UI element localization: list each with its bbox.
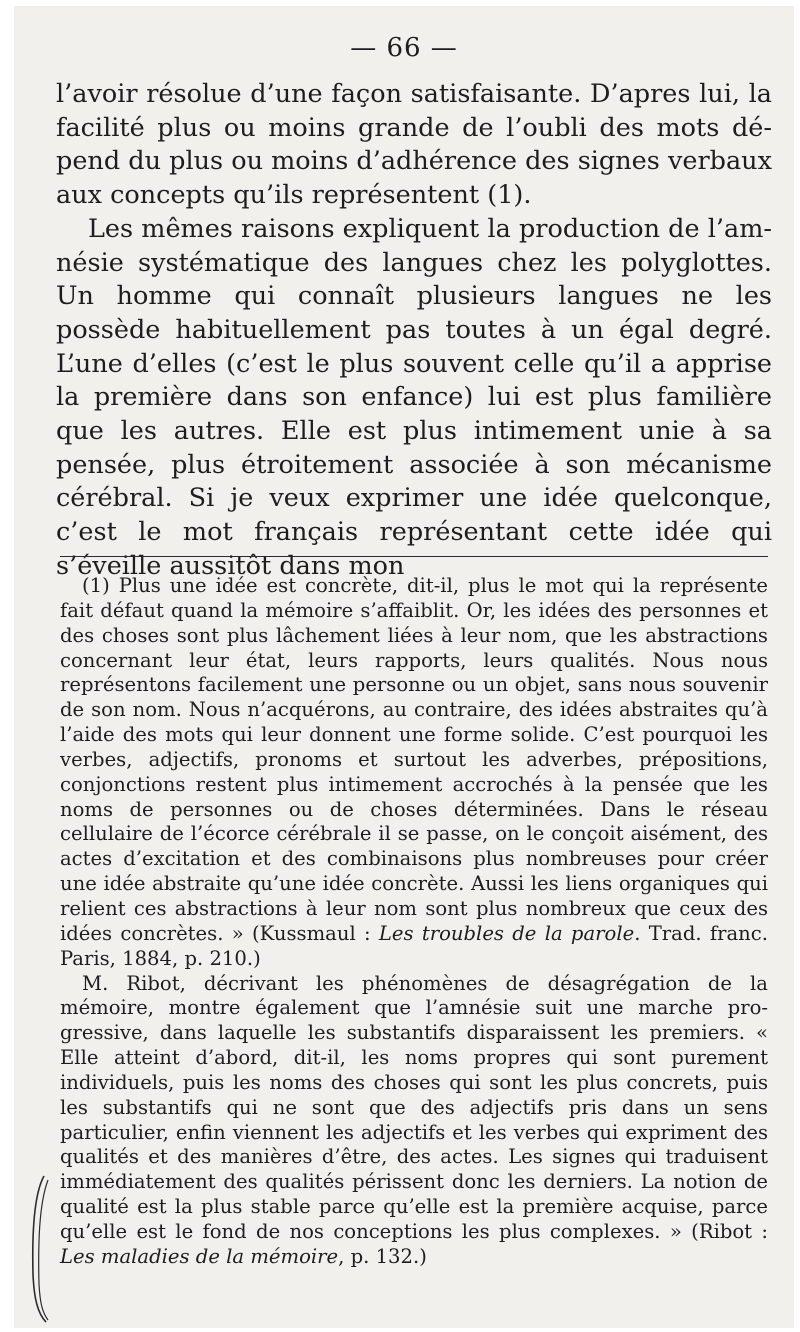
footnote-1-citation: . Trad. franc. Paris, 1884, p. 210.) bbox=[60, 921, 769, 970]
handwritten-margin-bracket bbox=[24, 1174, 50, 1324]
main-text bbox=[56, 78, 772, 584]
footnote-1-cited-title: Les troubles de la parole bbox=[378, 921, 635, 945]
footnote-1 bbox=[60, 574, 768, 972]
footnote-2-citation: , p. 132.) bbox=[338, 1244, 427, 1268]
footnote-2-text: M. Ribot, décrivant les phénomènes de désagrégation de la mémoire, montre également que l’amnésie suit une marche progressive, dans laquelle les substantifs disparaissent les premiers. « Elle atteint d’abord, dit-il, les noms propres qui sont purement individuels, puis les noms des choses qui sont les plus concrets, puis les substantifs qui ne sont que des adjectifs pris dans un sens particulier, enfin viennent les adjectifs et les verbes qui expriment des qualités et des manières d’être, des actes. Les signes qui traduisent immédiatement des qualités périssent donc les derniers. La notion de qualité est la plus stable parce qu’elle est la première acquise, parce qu’elle est le fond de nos conceptions les plus complexes. » (Ribot : bbox=[60, 971, 768, 1243]
footnotes bbox=[60, 574, 768, 1270]
footnote-divider bbox=[60, 556, 768, 557]
book-page bbox=[14, 6, 794, 1328]
footnote-1-text: (1) Plus une idée est concrète, dit-il, plus le mot qui la représente fait défaut quand la mémoire s’affaiblit. Or, les idées des personnes et des choses sont plus lâchement liées à leur nom, que les abstractions concernant leur état, leurs rapports, leurs qualités. Nous nous représentons facilement une personne ou un objet, sans nous souvenir de son nom. Nous n’acquérons, au contraire, des idées abstraites qu’à l’aide des mots qui leur donnent une forme solide. C’est pourquoi les verbes, adjectifs, pronoms et surtout les adverbes, prépositions, conjonctions restent plus intimement accrochés à la pensée que les noms de personnes ou de choses déterminées. Dans le réseau cellulaire de l’écorce cérébrale il se passe, on le conçoit aisément, des actes d’excitation et des combinaisons plus nombreuses pour créer une idée abstraite qu’une idée concrète. Aussi les liens organiques qui relient ces abstractions à leur nom sont plus nombreux que ceux des idées concrètes. » (Kussmaul : bbox=[60, 574, 768, 945]
main-paragraph-2: Les mêmes raisons expliquent la production de l’amnésie systématique des langues chez les polyglottes. Un homme qui connaît plusieurs langues ne les possède habituellement pas toutes à un égal degré. L’une d’elles (c’est le plus souvent celle qu’il a apprise la première dans son enfance) lui est plus familière que les autres. Elle est plus intimement unie à sa pensée, plus étroitement associée à son mécanisme cérébral. Si je veux exprimer une idée quelconque, c’est le mot français représentant cette idée qui s’éveille aussitôt dans mon bbox=[56, 213, 772, 581]
footnote-2-cited-title: Les maladies de la mémoire bbox=[60, 1244, 339, 1268]
main-paragraph-1: l’avoir résolue d’une façon satisfaisante. D’apres lui, la facilité plus ou moins grande de l’oubli des mots dépend du plus ou moins d’adhérence des signes verbaux aux concepts qu’ils représentent (1). bbox=[56, 79, 772, 211]
footnote-2 bbox=[60, 972, 768, 1270]
page-number: — 66 — bbox=[350, 33, 458, 63]
